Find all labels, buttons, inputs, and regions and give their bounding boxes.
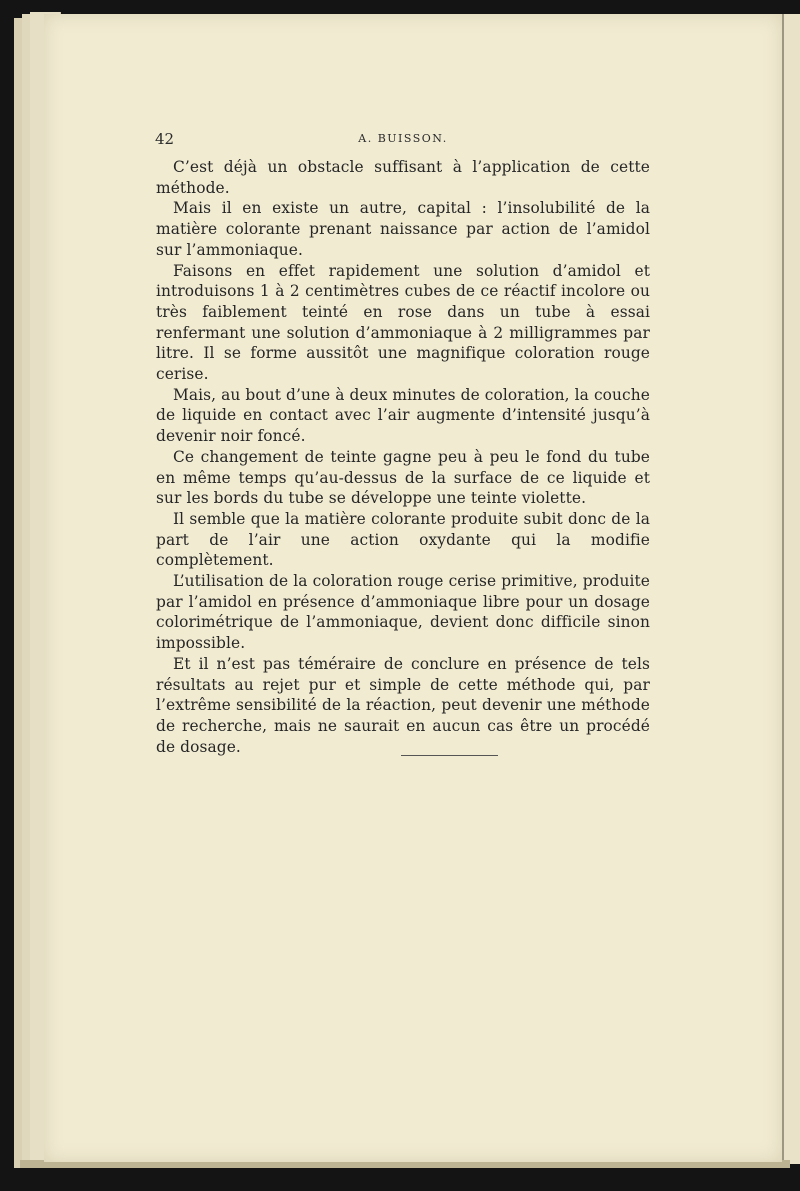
paragraph: Ce changement de teinte gagne peu à peu le fond du tube en même temps qu’au-dessus de la surface de ce liquide et sur les bords du tube se développe une teinte violette. bbox=[156, 447, 650, 508]
paragraph: L’utilisation de la coloration rouge cerise primitive, produite par l’amidol en présence d’ammoniaque libre pour un dosage colorimétrique de l’ammoniaque, devient donc difficile sinon impossible. bbox=[156, 572, 650, 653]
paragraph: Mais il en existe un autre, capital : l’insolubilité de la matière colorante prenant naissance par action de l’amidol sur l’ammoniaque. bbox=[156, 199, 650, 259]
paragraph: Faisons en effet rapidement une solution d’amidol et introduisons 1 à 2 centimètres cubes de ce réactif incolore ou très faiblement teinté en rose dans un tube à essai renfermant une solution d’ammoniaque à 2 milligrammes par litre. Il se forme aussitôt une magnifique coloration rouge cerise. bbox=[156, 261, 650, 384]
page-number: 42 bbox=[155, 130, 175, 148]
paragraph: Et il n’est pas téméraire de conclure en présence de tels résultats au rejet pur et simple de cette méthode qui, par l’extrême sensibilité de la réaction, peut devenir une méthode de recherche, mais ne saurait en aucun cas être un procédé de dosage. bbox=[156, 654, 650, 756]
running-title: A. BUISSON. bbox=[358, 132, 448, 145]
facing-page-edge bbox=[782, 14, 800, 1164]
body-text bbox=[156, 157, 650, 757]
running-head bbox=[155, 130, 651, 150]
end-rule bbox=[401, 755, 498, 756]
paragraph: C’est déjà un obstacle suffisant à l’application de cette méthode. bbox=[156, 158, 650, 197]
paragraph: Mais, au bout d’une à deux minutes de coloration, la couche de liquide en contact avec l’air augmente d’intensité jusqu’à devenir noir foncé. bbox=[156, 385, 650, 446]
paragraph: Il semble que la matière colorante produite subit donc de la part de l’air une action oxydante qui la modifie complètement. bbox=[156, 509, 650, 570]
